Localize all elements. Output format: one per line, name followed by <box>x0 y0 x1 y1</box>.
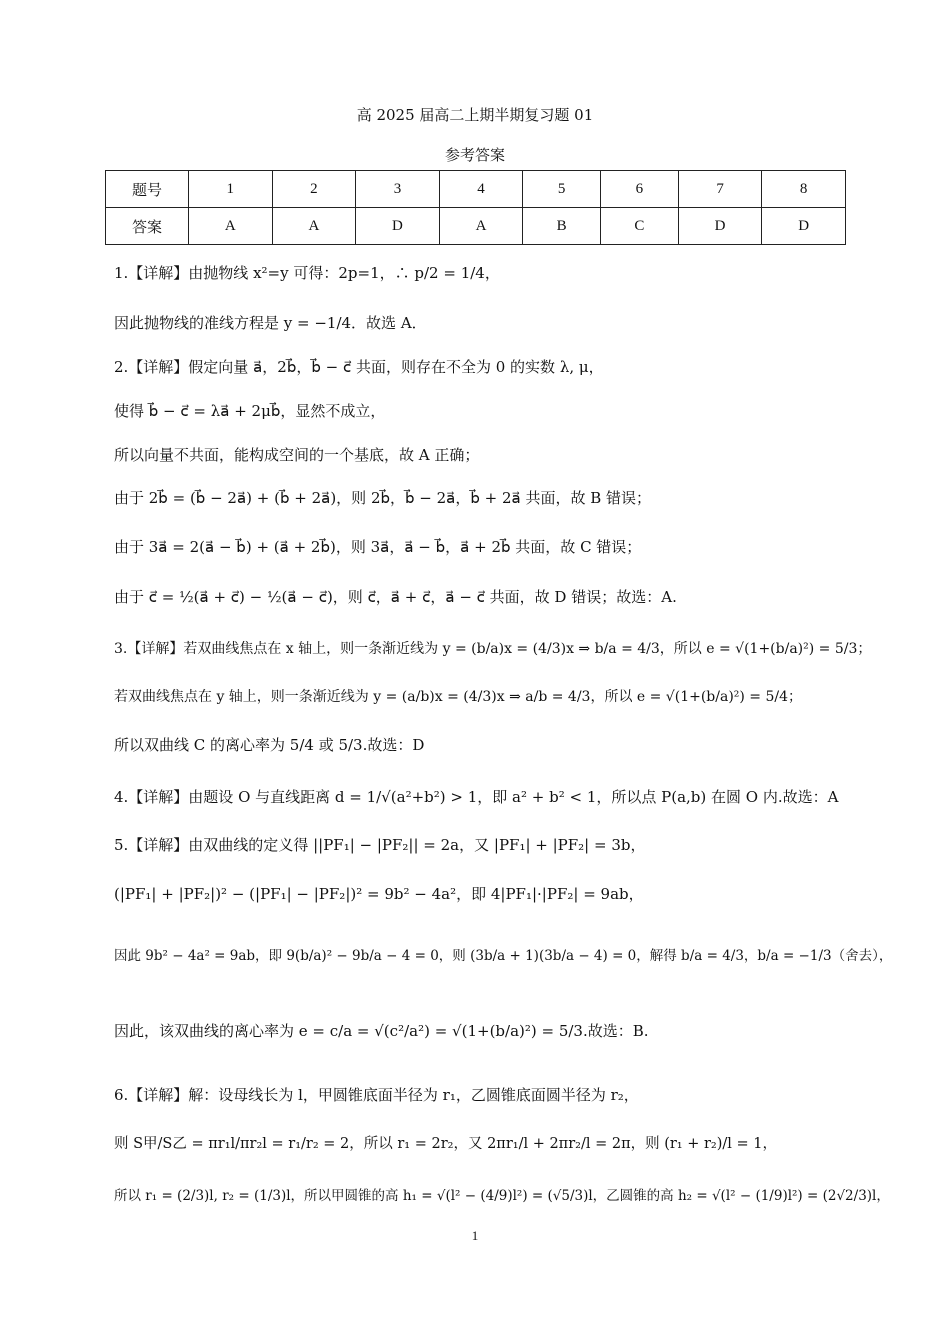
solution-2-line-3: 所以向量不共面，能构成空间的一个基底，故 A 正确； <box>114 446 480 464</box>
solution-2-line-4: 由于 2b⃗ = (b⃗ − 2a⃗) + (b⃗ + 2a⃗)，则 2b⃗，b⃗ − 2a⃗，b⃗ + 2a⃗ 共面，故 B 错误； <box>114 489 652 507</box>
solution-6-line-2: 则 S甲/S乙 = πr₁l/πr₂l = r₁/r₂ = 2，所以 r₁ = 2r₂，又 2πr₁/l + 2πr₂/l = 2π，则 (r₁ + r₂)/l = 1， <box>114 1136 777 1152</box>
solution-4-line-1: 4.【详解】由题设 O 与直线距离 d = 1/√(a²+b²) > 1，即 a² + b² < 1，所以点 P(a,b) 在圆 O 内.故选：A <box>114 788 839 806</box>
solution-6-line-1: 6.【详解】解：设母线长为 l，甲圆锥底面半径为 r₁，乙圆锥底面圆半径为 r₂， <box>114 1086 639 1104</box>
page-number: 1 <box>471 1228 479 1243</box>
solution-5-line-4: 因此，该双曲线的离心率为 e = c/a = √(c²/a²) = √(1+(b/a)²) = 5/3.故选：B. <box>114 1022 649 1040</box>
solution-2-line-2: 使得 b⃗ − c⃗ = λa⃗ + 2μb⃗，显然不成立， <box>114 402 386 420</box>
page-title: 高 2025 届高二上期半期复习题 01 <box>356 106 594 124</box>
answer-cell: B <box>523 208 601 245</box>
answer-cell: A <box>189 208 273 245</box>
solution-6-line-3: 所以 r₁ = (2/3)l, r₂ = (1/3)l，所以甲圆锥的高 h₁ = √(l² − (4/9)l²) = (√5/3)l，乙圆锥的高 h₂ = √(l² − (1/9)l²) = (2√2/3)l， <box>114 1188 890 1204</box>
answer-cell: A <box>439 208 523 245</box>
page-subtitle: 参考答案 <box>444 146 505 164</box>
solution-2-line-1: 2.【详解】假定向量 a⃗，2b⃗，b⃗ − c⃗ 共面，则存在不全为 0 的实数 λ, μ， <box>114 358 604 376</box>
solution-1-line-2: 因此抛物线的准线方程是 y = −1/4．故选 A． <box>114 314 427 332</box>
question-number: 8 <box>762 171 846 208</box>
solution-2-line-6: 由于 c⃗ = ½(a⃗ + c⃗) − ½(a⃗ − c⃗)，则 c⃗，a⃗ + c⃗，a⃗ − c⃗ 共面，故 D 错误；故选：A. <box>114 588 677 606</box>
solution-3-line-3: 所以双曲线 C 的离心率为 5/4 或 5/3.故选：D <box>114 736 425 754</box>
answer-cell: D <box>762 208 846 245</box>
answer-cell: D <box>356 208 440 245</box>
question-number: 3 <box>356 171 440 208</box>
answer-table <box>105 170 846 245</box>
solution-5-line-1: 5.【详解】由双曲线的定义得 ||PF₁| − |PF₂|| = 2a，又 |PF₁| + |PF₂| = 3b， <box>114 836 646 854</box>
row-label-answer: 答案 <box>106 208 189 245</box>
answer-cell: C <box>601 208 679 245</box>
question-number: 2 <box>272 171 356 208</box>
question-number: 4 <box>439 171 523 208</box>
answer-cell: D <box>678 208 762 245</box>
question-number: 6 <box>601 171 679 208</box>
solution-1-line-1: 1.【详解】由抛物线 x²=y 可得：2p=1，∴ p/2 = 1/4， <box>114 264 500 282</box>
answer-cell: A <box>272 208 356 245</box>
question-number: 7 <box>678 171 762 208</box>
solution-3-line-2: 若双曲线焦点在 y 轴上，则一条渐近线为 y = (a/b)x = (4/3)x ⇒ a/b = 4/3，所以 e = √(1+(b/a)²) = 5/4； <box>114 689 803 705</box>
row-label-number: 题号 <box>106 171 189 208</box>
solution-3-line-1: 3.【详解】若双曲线焦点在 x 轴上，则一条渐近线为 y = (b/a)x = (4/3)x ⇒ b/a = 4/3，所以 e = √(1+(b/a)²) = 5/3； <box>114 641 872 657</box>
solution-5-line-2: (|PF₁| + |PF₂|)² − (|PF₁| − |PF₂|)² = 9b² − 4a²，即 4|PF₁|·|PF₂| = 9ab， <box>114 885 644 903</box>
answer-table-number-row <box>106 171 846 208</box>
solution-5-line-3: 因此 9b² − 4a² = 9ab，即 9(b/a)² − 9b/a − 4 = 0，则 (3b/a + 1)(3b/a − 4) = 0，解得 b/a = 4/3，b/a = −1/3（舍去）， <box>114 948 893 964</box>
question-number: 1 <box>189 171 273 208</box>
solution-2-line-5: 由于 3a⃗ = 2(a⃗ − b⃗) + (a⃗ + 2b⃗)，则 3a⃗，a⃗ − b⃗，a⃗ + 2b⃗ 共面，故 C 错误； <box>114 538 642 556</box>
question-number: 5 <box>523 171 601 208</box>
answer-table-answer-row <box>106 208 846 245</box>
